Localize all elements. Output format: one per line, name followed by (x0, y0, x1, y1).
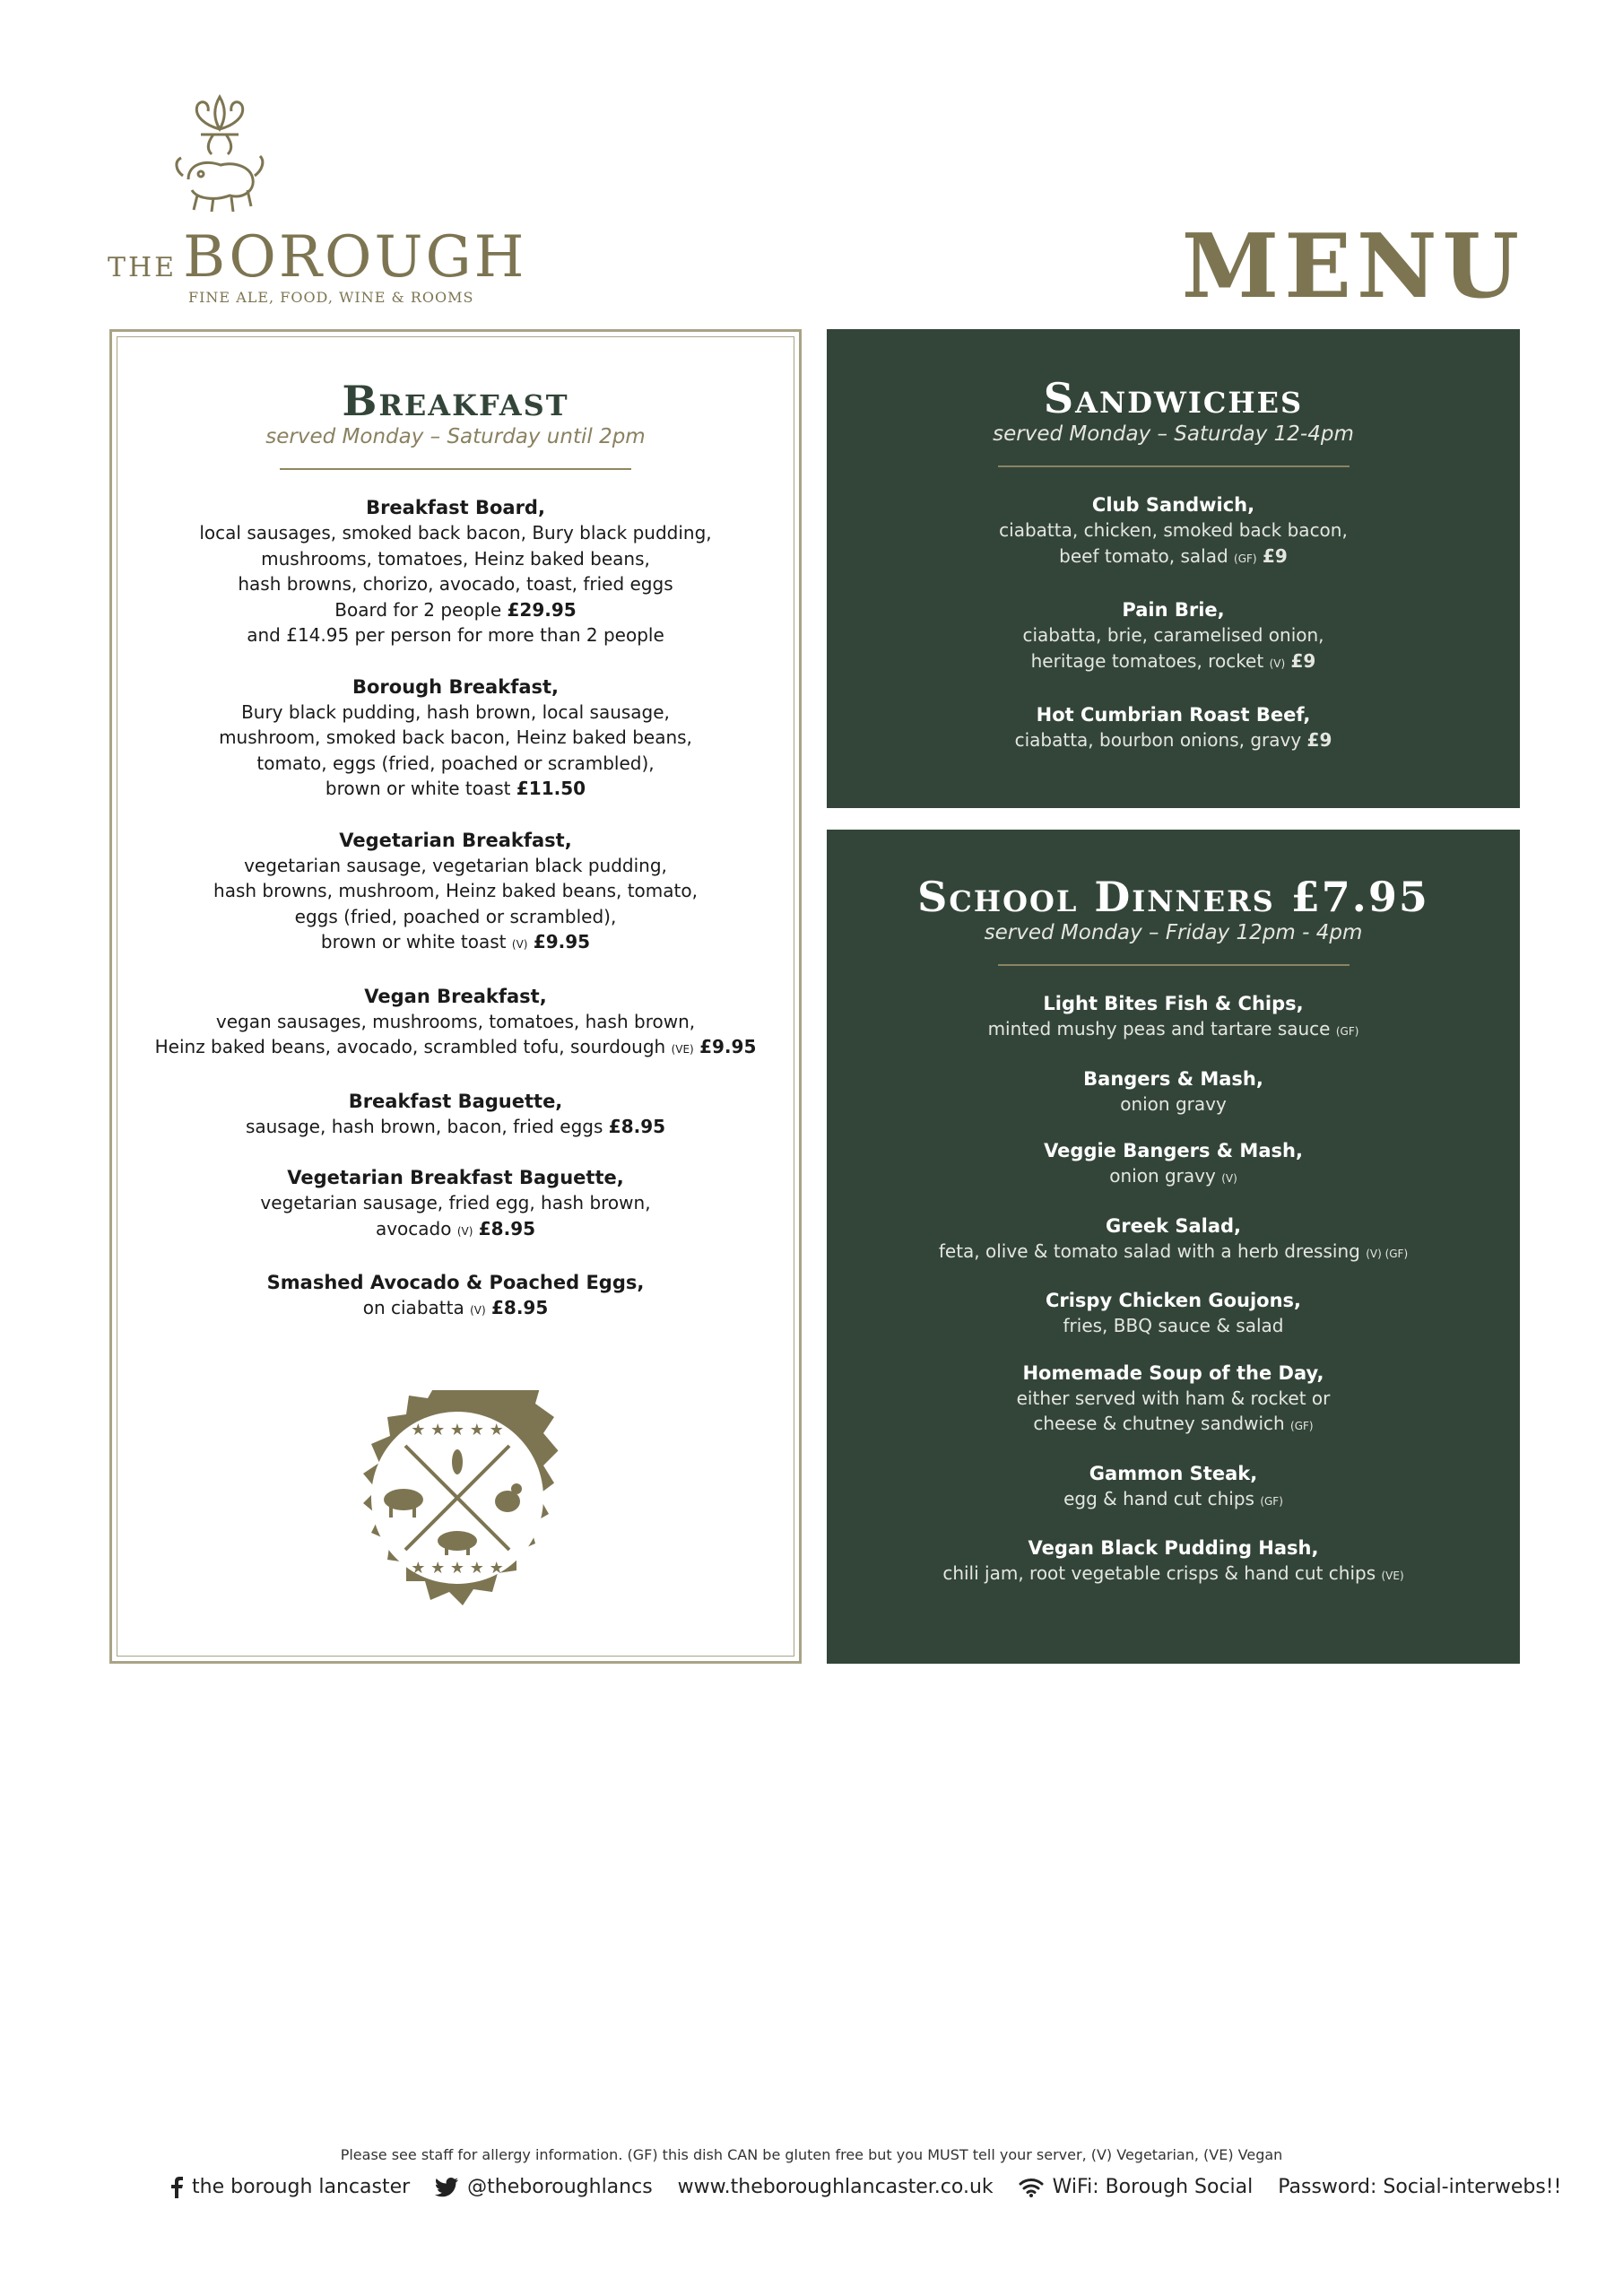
school-dinners-items (827, 991, 1520, 1589)
dietary-tag: (V) (456, 1224, 473, 1238)
menu-item (112, 495, 799, 648)
menu-item-description (112, 1009, 799, 1063)
wifi-info (1019, 2176, 1254, 2198)
menu-item-description-text: on ciabatta (362, 1297, 464, 1318)
dietary-tag: (VE) (671, 1043, 694, 1056)
menu-item-price: £29.95 (507, 598, 577, 621)
menu-item-description (827, 1386, 1520, 1439)
menu-item-description (827, 1016, 1520, 1045)
wifi-label: WiFi: Borough Social (1052, 2176, 1254, 2198)
menu-item-description-text: either served with ham & rocket or cheese & chutney sandwich (1016, 1387, 1331, 1434)
crest-icon (161, 90, 278, 224)
logo-wordmark (108, 224, 526, 291)
svg-text:★ ★ ★ ★ ★: ★ ★ ★ ★ ★ (411, 1421, 504, 1439)
website-link[interactable] (678, 2176, 994, 2198)
allergy-note: Please see staff for allergy information. (GF) this dish CAN be gluten free but you MUST tell your server, (V) Vegetarian, (VE) Vegan (340, 2146, 1283, 2163)
menu-item (827, 492, 1520, 571)
menu-item-description (112, 1114, 799, 1140)
menu-item-name: Vegetarian Breakfast, (339, 829, 572, 851)
sandwiches-title: Sandwiches (1043, 374, 1304, 422)
menu-item-description-text: vegetarian sausage, vegetarian black pudding, hash browns, mushroom, Heinz baked beans, tomato, eggs (fried, poached or scrambled), brown or white toast (213, 854, 698, 952)
menu-item (112, 1089, 799, 1140)
menu-item-description-text: Bury black pudding, hash brown, local sausage, mushroom, smoked back bacon, Heinz baked beans, tomato, eggs (fried, poached or scrambled), brown or white toast (219, 700, 692, 799)
menu-item-price: £8.95 (491, 1297, 549, 1318)
menu-item-description-text: chili jam, root vegetable crisps & hand cut chips (942, 1562, 1376, 1584)
menu-item-name: Vegetarian Breakfast Baguette, (287, 1167, 624, 1188)
menu-item (827, 991, 1520, 1045)
divider (998, 964, 1350, 966)
logo (99, 90, 527, 314)
menu-item-description (827, 1313, 1520, 1339)
page-title: MENU (1181, 215, 1524, 318)
menu-item (112, 1270, 799, 1324)
menu-item-description-text: vegetarian sausage, fried egg, hash brown, avocado (260, 1192, 651, 1239)
sandwiches-items (827, 492, 1520, 753)
menu-item-name: Borough Breakfast, (352, 675, 560, 698)
facebook-icon (170, 2177, 183, 2198)
menu-item-price: £8.95 (478, 1217, 536, 1239)
menu-item-description (827, 1163, 1520, 1192)
dietary-tag: (GF) (1234, 552, 1257, 565)
menu-item-description (112, 1190, 799, 1244)
menu-item-description (112, 853, 799, 958)
breakfast-subtitle: served Monday – Saturday until 2pm (265, 425, 646, 448)
school-dinners-title: School Dinners £7.95 (917, 873, 1429, 921)
menu-item-description (827, 1239, 1520, 1267)
dietary-tag: (GF) (1260, 1494, 1283, 1508)
menu-item-name: Greek Salad, (1105, 1214, 1242, 1237)
facebook-link[interactable] (170, 2176, 410, 2198)
menu-item-description-text: ciabatta, brie, caramelised onion, heritage tomatoes, rocket (1022, 624, 1324, 672)
school-dinners-panel (827, 830, 1520, 1664)
menu-item-description (112, 700, 799, 802)
menu-item-description (827, 1091, 1520, 1118)
divider (280, 468, 631, 470)
menu-item-name: Bangers & Mash, (1083, 1067, 1263, 1090)
twitter-link[interactable] (435, 2176, 653, 2198)
menu-item (827, 1213, 1520, 1267)
menu-item-description-text: onion gravy (1109, 1165, 1216, 1187)
menu-item (827, 1361, 1520, 1439)
divider (998, 465, 1350, 467)
sandwiches-panel (827, 329, 1520, 808)
twitter-label: @theboroughlancs (467, 2176, 653, 2198)
menu-item (827, 597, 1520, 676)
twitter-icon (435, 2178, 458, 2197)
menu-item (112, 674, 799, 802)
menu-item-name: Vegan Breakfast, (364, 985, 547, 1007)
wifi-icon (1019, 2178, 1044, 2197)
sandwiches-subtitle: served Monday – Saturday 12-4pm (993, 422, 1354, 446)
dietary-tag: (GF) (1290, 1420, 1314, 1432)
menu-item (827, 1066, 1520, 1118)
dietary-tag: (GF) (1335, 1025, 1359, 1038)
menu-item (112, 1165, 799, 1244)
menu-item-description-text: feta, olive & tomato salad with a herb dressing (938, 1239, 1360, 1262)
menu-item-price: £9 (1306, 729, 1332, 751)
logo-borough: BOROUGH (183, 224, 527, 291)
menu-item (827, 1535, 1520, 1589)
menu-item-description-text: minted mushy peas and tartare sauce (987, 1018, 1331, 1039)
menu-item-name: Vegan Black Pudding Hash, (1028, 1537, 1319, 1559)
menu-item-name: Breakfast Board, (366, 497, 545, 518)
school-dinners-subtitle: served Monday – Friday 12pm - 4pm (984, 921, 1363, 944)
menu-item-price: £11.50 (516, 778, 586, 799)
logo-tagline: FINE ALE, FOOD, WINE & ROOMS (188, 289, 474, 306)
menu-item-price: £9 (1290, 649, 1316, 672)
menu-item-description (827, 727, 1520, 753)
menu-item-description (827, 1486, 1520, 1515)
menu-item-name: Crispy Chicken Goujons, (1045, 1290, 1302, 1311)
dietary-tag: (V) (1269, 657, 1286, 670)
menu-item-name: Veggie Bangers & Mash, (1044, 1140, 1303, 1161)
dietary-tag: (V) (470, 1304, 486, 1317)
dietary-tag: (VE) (1381, 1570, 1404, 1582)
menu-item-name: Club Sandwich, (1091, 494, 1255, 516)
menu-item (112, 984, 799, 1063)
breakfast-items (112, 495, 799, 1324)
menu-item-description (827, 1561, 1520, 1589)
menu-item-description-text: onion gravy (1120, 1092, 1227, 1115)
menu-item-name: Gammon Steak, (1089, 1462, 1258, 1484)
menu-item-price: £9 (1262, 544, 1288, 567)
menu-item-description-text: ciabatta, chicken, smoked back bacon, beef tomato, salad (999, 519, 1348, 567)
website-label: www.theboroughlancaster.co.uk (677, 2176, 994, 2198)
menu-item-description-text: local sausages, smoked back bacon, Bury black pudding, mushrooms, tomatoes, Heinz baked beans, hash browns, chorizo, avocado, toast, fried eggs Board for 2 people (199, 522, 712, 621)
menu-item-name: Smashed Avocado & Poached Eggs, (266, 1272, 645, 1293)
menu-item-description-text: sausage, hash brown, bacon, fried eggs (245, 1115, 603, 1137)
menu-item-name: Homemade Soup of the Day, (1022, 1361, 1324, 1384)
menu-item-price: £8.95 (608, 1115, 666, 1137)
menu-item (827, 1138, 1520, 1192)
menu-item-description (112, 1295, 799, 1324)
breakfast-panel (109, 329, 802, 1664)
menu-item-description (827, 517, 1520, 571)
menu-item (112, 828, 799, 958)
menu-item-description (112, 520, 799, 648)
menu-item (827, 1461, 1520, 1515)
menu-item-price: £9.95 (699, 1036, 757, 1057)
dietary-tag: (V) (511, 938, 528, 951)
dietary-tag: (V) (1221, 1172, 1237, 1185)
menu-item (827, 1288, 1520, 1339)
menu-item-name: Hot Cumbrian Roast Beef, (1036, 704, 1311, 726)
svg-text:★ ★ ★ ★ ★: ★ ★ ★ ★ ★ (411, 1559, 504, 1578)
menu-item-description-text: egg & hand cut chips (1063, 1487, 1254, 1509)
menu-item-name: Pain Brie, (1122, 599, 1225, 621)
footer (170, 2176, 1586, 2198)
breakfast-title: Breakfast (342, 377, 569, 425)
wifi-password-label: Password: Social-interwebs!! (1278, 2176, 1562, 2198)
menu-item-description-text: ciabatta, bourbon onions, gravy (1014, 729, 1302, 751)
menu-item-description-text: fries, BBQ sauce & salad (1063, 1315, 1284, 1336)
menu-item-extra: and £14.95 per person for more than 2 people (247, 624, 664, 646)
menu-item-name: Light Bites Fish & Chips, (1043, 993, 1304, 1014)
menu-item (827, 702, 1520, 753)
menu-item-price: £9.95 (533, 931, 591, 952)
wifi-password (1278, 2176, 1561, 2198)
menu-item-description-text: vegan sausages, mushrooms, tomatoes, hash brown, Heinz baked beans, avocado, scrambled tofu, sourdough (154, 1010, 696, 1057)
logo-the: THE (108, 252, 178, 283)
menu-item-name: Breakfast Baguette, (348, 1090, 563, 1112)
facebook-label: the borough lancaster (192, 2176, 411, 2198)
menu-item-description (827, 622, 1520, 676)
farm-animals-badge-icon (350, 1390, 565, 1605)
dietary-tag: (V) (GF) (1366, 1247, 1409, 1260)
